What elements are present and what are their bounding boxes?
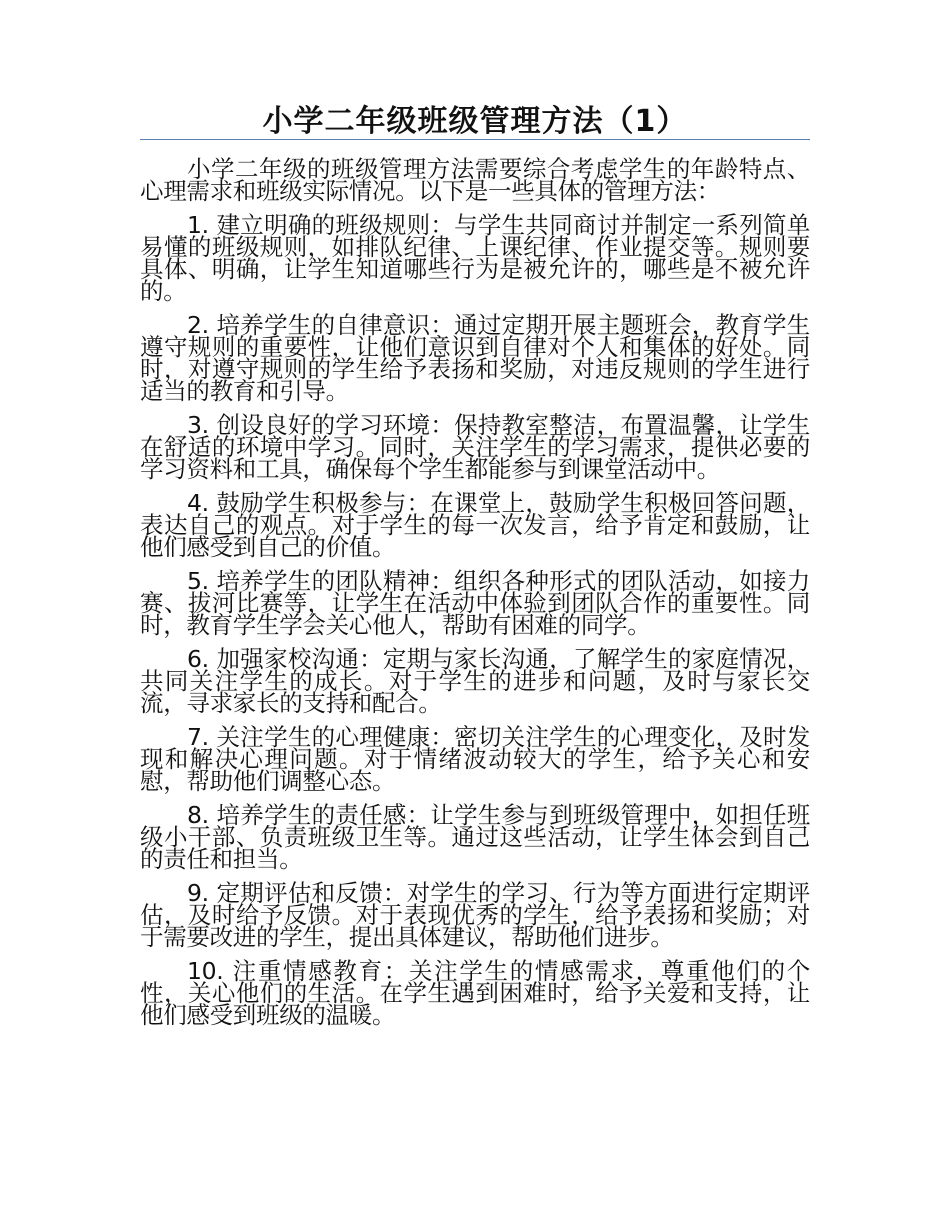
intro-paragraph: 小学二年级的班级管理方法需要综合考虑学生的年龄特点、心理需求和班级实际情况。以下是一些具体的管理方法： <box>140 155 810 205</box>
list-item: 3. 创设良好的学习环境：保持教室整洁，布置温馨，让学生在舒适的环境中学习。同时，关注学生的学习需求，提供必要的学习资料和工具，确保每个学生都能参与到课堂活动中。 <box>140 411 810 483</box>
list-item: 10. 注重情感教育：关注学生的情感需求，尊重他们的个性，关心他们的生活。在学生遇到困难时，给予关爱和支持，让他们感受到班级的温暖。 <box>140 957 810 1029</box>
list-item: 4. 鼓励学生积极参与：在课堂上，鼓励学生积极回答问题，表达自己的观点。对于学生的每一次发言，给予肯定和鼓励，让他们感受到自己的价值。 <box>140 489 810 561</box>
list-item: 1. 建立明确的班级规则：与学生共同商讨并制定一系列简单易懂的班级规则，如排队纪律、上课纪律、作业提交等。规则要具体、明确，让学生知道哪些行为是被允许的，哪些是不被允许的。 <box>140 211 810 305</box>
title-underline <box>140 139 810 140</box>
list-item: 2. 培养学生的自律意识：通过定期开展主题班会，教育学生遵守规则的重要性，让他们意识到自律对个人和集体的好处。同时，对遵守规则的学生给予表扬和奖励，对违反规则的学生进行适当的教育和引导。 <box>140 311 810 405</box>
list-item: 7. 关注学生的心理健康：密切关注学生的心理变化，及时发现和解决心理问题。对于情绪波动较大的学生，给予关心和安慰，帮助他们调整心态。 <box>140 723 810 795</box>
list-item: 5. 培养学生的团队精神：组织各种形式的团队活动，如接力赛、拔河比赛等，让学生在活动中体验到团队合作的重要性。同时，教育学生学会关心他人，帮助有困难的同学。 <box>140 567 810 639</box>
document-body <box>140 155 810 1038</box>
list-item: 6. 加强家校沟通：定期与家长沟通，了解学生的家庭情况，共同关注学生的成长。对于学生的进步和问题，及时与家长交流，寻求家长的支持和配合。 <box>140 645 810 717</box>
document-title: 小学二年级班级管理方法（1） <box>262 104 688 139</box>
list-item: 9. 定期评估和反馈：对学生的学习、行为等方面进行定期评估，及时给予反馈。对于表现优秀的学生，给予表扬和奖励；对于需要改进的学生，提出具体建议，帮助他们进步。 <box>140 879 810 951</box>
list-item: 8. 培养学生的责任感：让学生参与到班级管理中，如担任班级小干部、负责班级卫生等。通过这些活动，让学生体会到自己的责任和担当。 <box>140 801 810 873</box>
